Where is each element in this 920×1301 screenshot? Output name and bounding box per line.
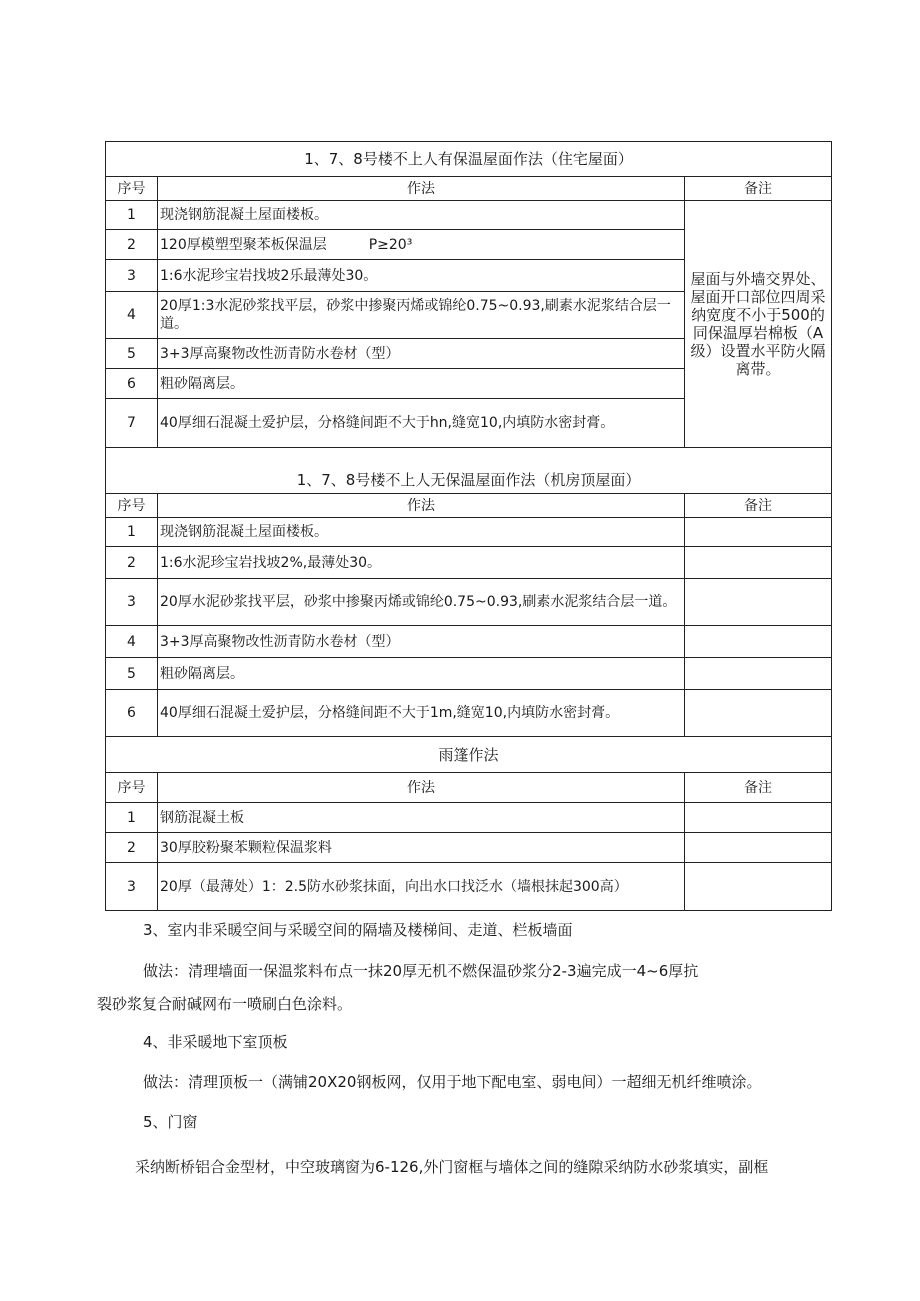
section-4-heading: 4、非采暖地下室顶板 — [143, 1033, 288, 1051]
header-num: 序号 — [106, 177, 158, 201]
note-cell — [685, 863, 832, 911]
row-num: 3 — [106, 579, 158, 626]
header-method: 作法 — [158, 177, 685, 201]
note-cell — [685, 518, 832, 547]
row-method: 3+3厚高聚物改性沥青防水卷材（型） — [158, 626, 685, 658]
section-3-body-cont: 裂砂浆复合耐碱网布一喷刷白色涂料。 — [97, 995, 353, 1013]
row-num: 6 — [106, 690, 158, 737]
note-cell: 屋面与外墙交界处、屋面开口部位四周采纳宽度不小于500的同保温厚岩棉板（A级）设置水平防火隔离带。 — [685, 201, 832, 448]
row-num: 1 — [106, 803, 158, 833]
row-num: 3 — [106, 863, 158, 911]
row-method: 现浇钢筋混凝土屋面楼板。 — [158, 518, 685, 547]
row-method: 3+3厚高聚物改性沥青防水卷材（型） — [158, 339, 685, 369]
row-method: 钢筋混凝土板 — [158, 803, 685, 833]
note-cell — [685, 579, 832, 626]
section-4-body: 做法：清理顶板一（满铺20X20钢板网，仅用于地下配电室、弱电间）一超细无机纤维喷涂。 — [143, 1073, 762, 1091]
row-num: 5 — [106, 658, 158, 690]
row-num: 5 — [106, 339, 158, 369]
row-method: 40厚细石混凝土爱护层，分格缝间距不大于hn,缝宽10,内填防水密封膏。 — [158, 399, 685, 448]
section-title: 1、7、8号楼不上人有保温屋面作法（住宅屋面） — [106, 142, 832, 177]
row-method: 现浇钢筋混凝土屋面楼板。 — [158, 201, 685, 230]
section-title: 1、7、8号楼不上人无保温屋面作法（机房顶屋面） — [106, 448, 832, 494]
header-note: 备注 — [685, 177, 832, 201]
row-method: 120厚模塑型聚苯板保温层 P≥20³ — [158, 230, 685, 260]
header-note: 备注 — [685, 494, 832, 518]
section-5-heading: 5、门窗 — [143, 1113, 198, 1131]
note-cell — [685, 690, 832, 737]
note-cell — [685, 803, 832, 833]
row-method: 40厚细石混凝土爱护层，分格缝间距不大于1m,缝宽10,内填防水密封膏。 — [158, 690, 685, 737]
row-num: 2 — [106, 833, 158, 863]
section-3-body: 做法：清理墙面一保温浆料布点一抹20厚无机不燃保温砂浆分2-3遍完成一4~6厚抗 — [143, 962, 699, 980]
row-method: 1:6水泥珍宝岩找坡2乐最薄处30。 — [158, 260, 685, 292]
note-cell — [685, 626, 832, 658]
note-cell — [685, 658, 832, 690]
row-num: 3 — [106, 260, 158, 292]
construction-methods-table — [105, 141, 832, 911]
row-num: 6 — [106, 369, 158, 399]
header-note: 备注 — [685, 773, 832, 803]
row-num: 1 — [106, 518, 158, 547]
section-title: 雨篷作法 — [106, 737, 832, 773]
header-method: 作法 — [158, 773, 685, 803]
row-num: 1 — [106, 201, 158, 230]
section-3-heading: 3、室内非采暖空间与采暖空间的隔墙及楼梯间、走道、栏板墙面 — [143, 921, 573, 939]
note-cell — [685, 547, 832, 579]
row-num: 2 — [106, 230, 158, 260]
row-num: 2 — [106, 547, 158, 579]
row-method: 粗砂隔离层。 — [158, 369, 685, 399]
row-method: 30厚胶粉聚苯颗粒保温浆料 — [158, 833, 685, 863]
row-num: 7 — [106, 399, 158, 448]
note-cell — [685, 833, 832, 863]
row-method: 20厚1:3水泥砂浆找平层，砂浆中掺聚丙烯或锦纶0.75~0.93,刷素水泥浆结合层一道。 — [158, 292, 685, 339]
section-5-body: 采纳断桥铝合金型材，中空玻璃窗为6-126,外门窗框与墙体之间的缝隙采纳防水砂浆填实，副框 — [135, 1158, 769, 1176]
row-num: 4 — [106, 292, 158, 339]
header-method: 作法 — [158, 494, 685, 518]
header-num: 序号 — [106, 494, 158, 518]
row-method: 1:6水泥珍宝岩找坡2%,最薄处30。 — [158, 547, 685, 579]
row-num: 4 — [106, 626, 158, 658]
row-method: 粗砂隔离层。 — [158, 658, 685, 690]
row-method: 20厚（最薄处）1：2.5防水砂浆抹面，向出水口找泛水（墙根抹起300高） — [158, 863, 685, 911]
header-num: 序号 — [106, 773, 158, 803]
row-method: 20厚水泥砂浆找平层，砂浆中掺聚丙烯或锦纶0.75~0.93,刷素水泥浆结合层一道。 — [158, 579, 685, 626]
